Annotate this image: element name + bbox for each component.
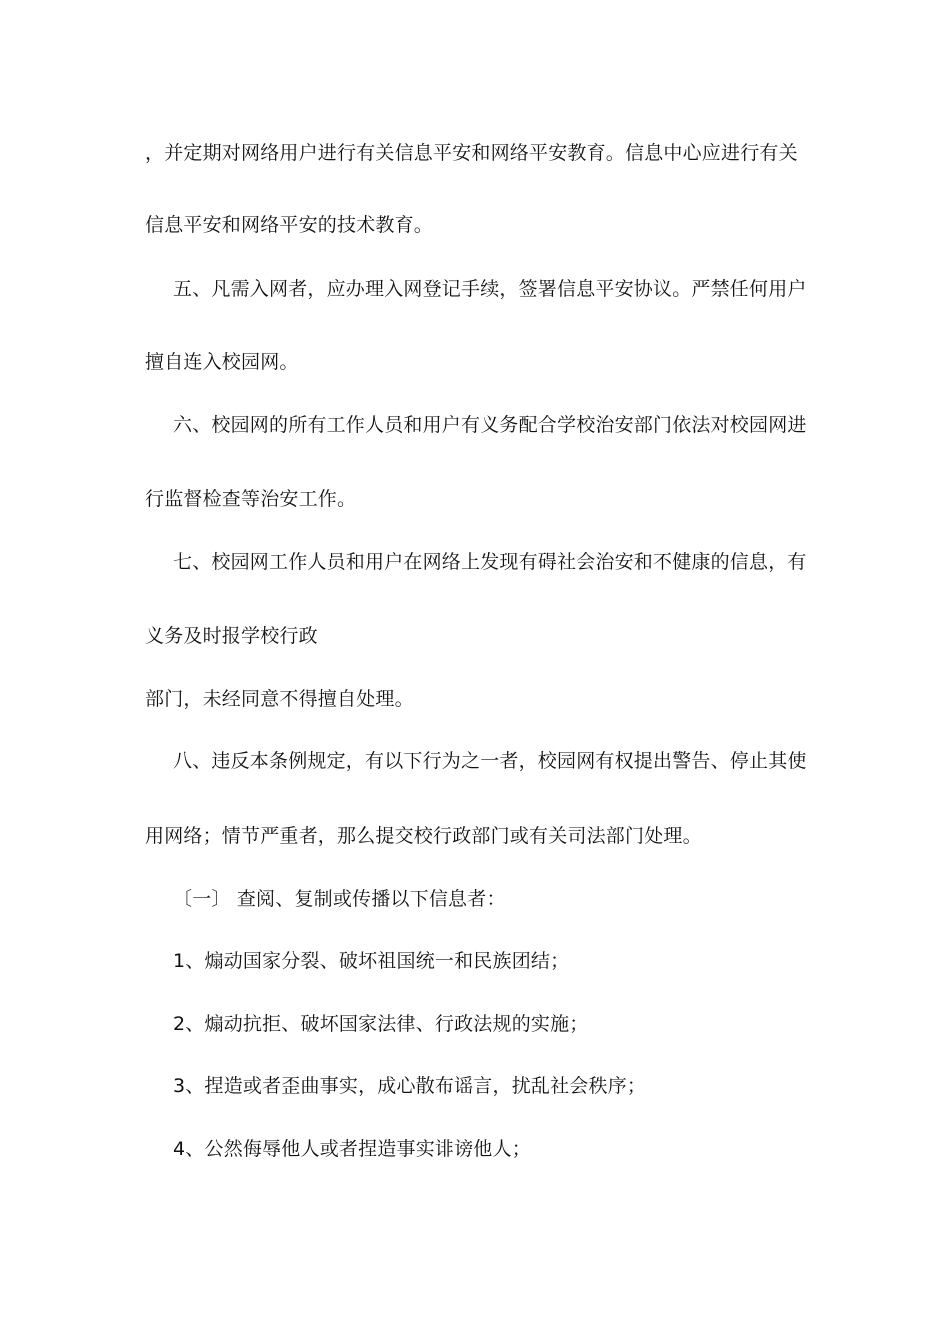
- text-line: 行监督检查等治安工作。: [145, 488, 357, 510]
- text-line: 六、校园网的所有工作人员和用户有义务配合学校治安部门依法对校园网进: [173, 414, 807, 436]
- text-line: 信息平安和网络平安的技术教育。: [145, 214, 434, 236]
- text-line: 义务及时报学校行政: [145, 625, 318, 647]
- text-line: 擅自连入校园网。: [145, 351, 299, 373]
- list-item: 3、捏造或者歪曲事实，成心散布谣言，扰乱社会秩序；: [173, 1075, 647, 1097]
- list-item: 4、公然侮辱他人或者捏造事实诽谤他人；: [173, 1138, 531, 1160]
- text-line: 八、违反本条例规定，有以下行为之一者，校园网有权提出警告、停止其使: [173, 750, 807, 772]
- text-line: 部门，未经同意不得擅自处理。: [145, 688, 414, 710]
- text-line: ，并定期对网络用户进行有关信息平安和网络平安教育。信息中心应进行有关: [145, 142, 798, 164]
- list-heading: 〔一〕 查阅、复制或传播以下信息者：: [173, 888, 506, 910]
- list-item: 1、煽动国家分裂、破坏祖国统一和民族团结；: [173, 950, 570, 972]
- text-line: 用网络；情节严重者，那么提交校行政部门或有关司法部门处理。: [145, 825, 702, 847]
- text-line: 五、凡需入网者，应办理入网登记手续，签署信息平安协议。严禁任何用户: [173, 278, 807, 300]
- list-item: 2、煽动抗拒、破坏国家法律、行政法规的实施；: [173, 1013, 589, 1035]
- text-line: 七、校园网工作人员和用户在网络上发现有碍社会治安和不健康的信息，有: [173, 551, 807, 573]
